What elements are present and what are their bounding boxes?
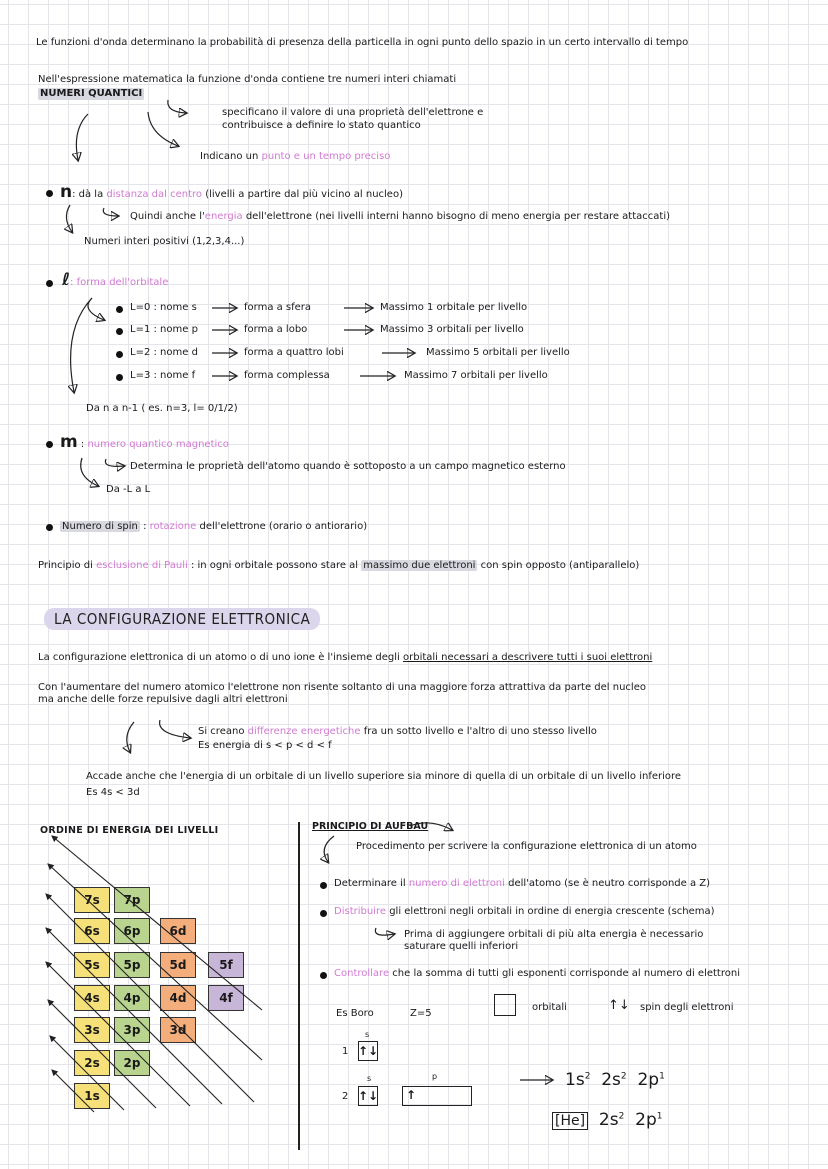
l-row-shape: forma a quattro lobi [244,347,344,358]
l-row-name: L=2 : nome d [130,347,198,358]
legend-spin-arrows: ↑↓ [608,998,630,1013]
n-line: n: dà la distanza dal centro (livelli a partire dal più vicino al nucleo) [60,182,403,202]
orbital-5p: 5p [114,952,150,978]
m-desc: Determina le proprietà dell'atomo quando è sottoposto a un campo magnetico esterno [130,461,566,472]
spin-line: Numero di spin : rotazione dell'elettrone (orario o antiorario) [62,521,368,532]
orbital-cell-1s: ↑↓ [358,1041,378,1061]
l-row-max: Massimo 5 orbitali per livello [426,347,570,358]
aufbau-note-2: saturare quelli inferiori [404,941,519,952]
curved-arrow [160,720,190,738]
legend-spin: spin degli elettroni [640,1002,734,1013]
pauli-line: Principio di esclusione di Pauli : in ogni orbitale possono stare al massimo due elettroni con spin opposto (antiparallelo) [38,560,640,571]
orbital-4s: 4s [74,985,110,1011]
orbital-5f: 5f [208,952,244,978]
l-row-shape: forma a lobo [244,324,308,335]
level-1: 1 [342,1046,349,1057]
aufbau-step-2: Distribuire gli elettroni negli orbitali in ordine di energia crescente (schema) [334,906,715,917]
diagonal-arrow [46,894,254,1102]
orbital-7s: 7s [74,887,110,913]
accade-line: Accade anche che l'energia di un orbitale di un livello superiore sia minore di quella di un orbitale di un livello inferiore [86,771,682,782]
diagonal-arrow [48,1000,156,1108]
curved-arrow [76,114,88,160]
curved-arrow [324,836,334,862]
l-row-name: L=3 : nome f [130,370,196,381]
orbital-cell-2s: ↑↓ [358,1086,378,1106]
example-es: Es Boro [336,1008,374,1019]
l-row-max: Massimo 1 orbitale per livello [380,302,528,313]
es-4s: Es 4s < 3d [86,787,140,798]
orbital-1s: 1s [74,1083,110,1109]
diagonal-arrow [50,1036,124,1110]
curved-arrow [103,208,118,216]
p-label: p [432,1072,438,1081]
es-energia: Es energia di s < p < d < f [198,740,332,751]
config-def: La configurazione elettronica di un atomo o di uno ione è l'insieme degli orbitali necessari a descrivere tutti i suoi elettroni [38,652,653,663]
curved-arrow [105,459,124,466]
numeri-quantici-label: NUMERI QUANTICI [40,88,143,99]
curved-arrow [71,298,92,392]
l-row-name: L=1 : nome p [130,324,198,335]
level-2: 2 [342,1091,349,1102]
l-line: ℓ: forma dell'orbitale [62,270,169,290]
aufbau-proc: Procedimento per scrivere la configurazione elettronica di un atomo [356,841,697,852]
contribuisce-text: contribuisce a definire lo stato quantico [222,120,421,131]
orbital-4d: 4d [160,985,196,1011]
orbital-6p: 6p [114,918,150,944]
section-title: LA CONFIGURAZIONE ELETTRONICA [44,608,320,630]
m-range: Da -L a L [106,484,151,495]
l-row-name: L=0 : nome s [130,302,197,313]
intro-line: Le funzioni d'onda determinano la probabilità di presenza della particella in ogni punto dello spazio in un certo intervallo di tempo [36,37,689,48]
l-row-max: Massimo 3 orbitali per livello [380,324,524,335]
curved-arrow [81,458,98,486]
diff-line: Si creano differenze energetiche fra un sotto livello e l'altro di uno stesso livello [198,726,597,737]
l-row-max: Massimo 7 orbitali per livello [404,370,548,381]
curved-arrow [88,298,104,320]
specificano-text: specificano il valore di una proprietà dell'elettrone e [222,107,484,118]
orbital-3d: 3d [160,1017,196,1043]
aufbau-step-3: Controllare che la somma di tutti gli esponenti corrisponde al numero di elettroni [334,968,740,979]
curved-arrow [168,100,186,113]
orbital-4f: 4f [208,985,244,1011]
aufbau-step-1: Determinare il numero di elettroni dell'atomo (se è neutro corrisponde a Z) [334,878,711,889]
orbital-6d: 6d [160,918,196,944]
l-row-shape: forma complessa [244,370,330,381]
config-p1: Con l'aumentare del numero atomico l'elettrone non risente soltanto di una maggiore forza attrattiva da parte del nucleo [38,682,646,693]
aufbau-note: Prima di aggiungere orbitali di più alta energia è necessario [404,929,704,940]
l-row-shape: forma a sfera [244,302,312,313]
config-full: $1s^2$ $2s^2$ $2p^1$ [565,1070,665,1090]
diagonal-arrow [52,1070,94,1112]
orbital-4p: 4p [114,985,150,1011]
s-label: s [365,1030,370,1039]
aufbau-title: PRINCIPIO DI AUFBAU [312,821,429,832]
orbital-5d: 5d [160,952,196,978]
m-line: m : numero quantico magnetico [60,432,229,452]
curved-arrow [66,205,72,232]
orbital-3p: 3p [114,1017,150,1043]
ordine-title: ORDINE DI ENERGIA DEI LIVELLI [40,825,219,836]
orbital-3s: 3s [74,1017,110,1043]
indicano-text: Indicano un punto e un tempo preciso [200,151,391,162]
orbital-6s: 6s [74,918,110,944]
orbital-2s: 2s [74,1050,110,1076]
diagonal-arrow [46,962,190,1106]
curved-arrow [375,928,394,935]
n-interi: Numeri interi positivi (1,2,3,4...) [84,236,245,247]
config-p2: ma anche delle forze repulsive dagli altri elettroni [38,694,288,705]
s-label: s [367,1074,372,1083]
curved-arrow [127,722,134,752]
diagonal-arrow [52,836,262,1010]
intro-line-2: Nell'espressione matematica la funzione d'onda contiene tre numeri interi chiamati [38,74,457,85]
curved-arrow [148,112,178,146]
legend-orbitali: orbitali [532,1002,567,1013]
orbital-2p: 2p [114,1050,150,1076]
l-range: Da n a n-1 ( es. n=3, l= 0/1/2) [86,403,238,414]
orbital-5s: 5s [74,952,110,978]
curved-arrow [410,823,452,830]
n-quindi: Quindi anche l'energia dell'elettrone (nei livelli interni hanno bisogno di meno energia per restare attaccati) [130,211,670,222]
config-short: [He] $2s^2$ $2p^1$ [552,1110,662,1130]
orbital-7p: 7p [114,887,150,913]
electron-arrow: ↑ [406,1088,417,1102]
example-z: Z=5 [410,1008,432,1019]
